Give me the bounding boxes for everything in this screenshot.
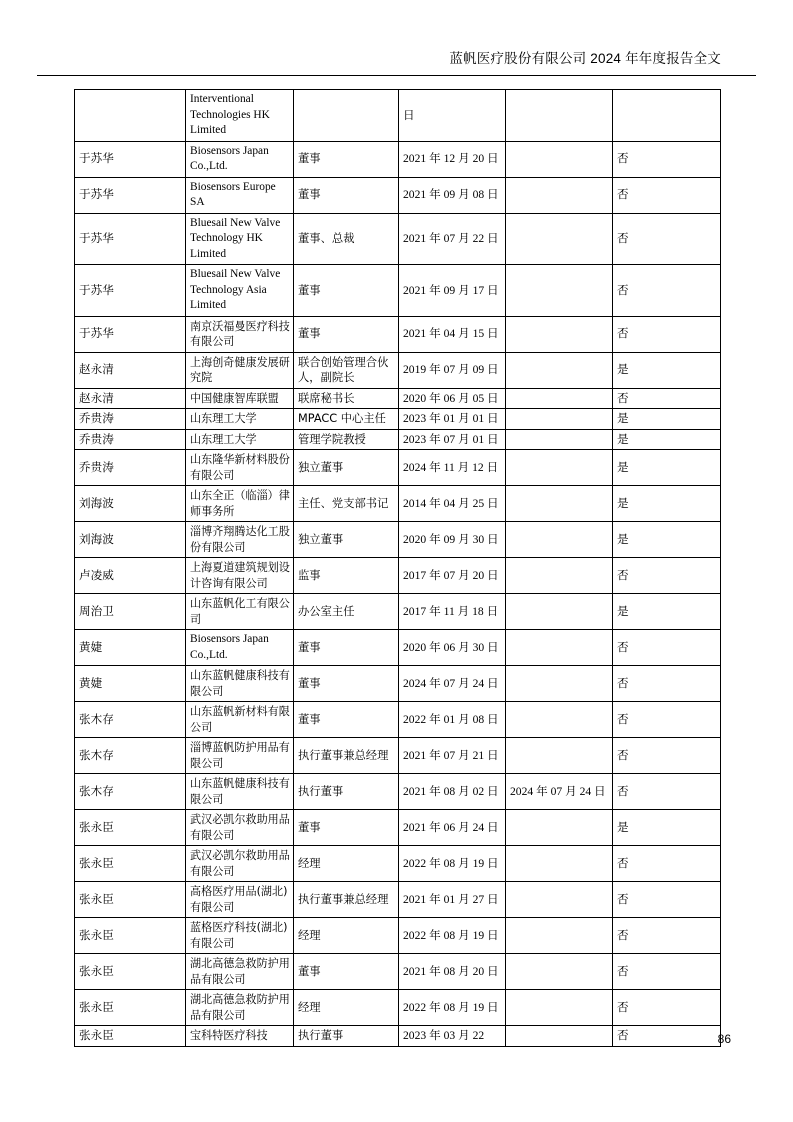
table-cell-compensated: 是 xyxy=(613,409,721,430)
table-cell-name: 于苏华 xyxy=(75,141,186,177)
table-cell-position: 董事 xyxy=(294,177,399,213)
table-cell-end-date xyxy=(506,846,613,882)
table-cell-compensated: 否 xyxy=(613,213,721,265)
table-cell-start-date: 2020 年 09 月 30 日 xyxy=(399,522,506,558)
table-row xyxy=(75,774,721,810)
table-row xyxy=(75,522,721,558)
table-cell-start-date: 2021 年 06 月 24 日 xyxy=(399,810,506,846)
table-cell-compensated xyxy=(613,90,721,142)
table-cell-company: 湖北高德急救防护用品有限公司 xyxy=(186,954,294,990)
table-row xyxy=(75,352,721,388)
table-cell-name: 黄婕 xyxy=(75,666,186,702)
table-cell-end-date xyxy=(506,429,613,450)
table-cell-company: Bluesail New Valve Technology Asia Limited xyxy=(186,265,294,317)
table-cell-name: 赵永清 xyxy=(75,388,186,409)
table-cell-end-date xyxy=(506,630,613,666)
table-cell-compensated: 否 xyxy=(613,990,721,1026)
table-cell-end-date xyxy=(506,918,613,954)
table-row xyxy=(75,388,721,409)
table-cell-name: 卢凌威 xyxy=(75,558,186,594)
table-cell-company: 南京沃福曼医疗科技有限公司 xyxy=(186,316,294,352)
table-row xyxy=(75,265,721,317)
table-cell-start-date: 2020 年 06 月 30 日 xyxy=(399,630,506,666)
table-cell-company: 淄博齐翔腾达化工股份有限公司 xyxy=(186,522,294,558)
table-row xyxy=(75,90,721,142)
table-cell-end-date xyxy=(506,316,613,352)
table-cell-name: 于苏华 xyxy=(75,213,186,265)
table-cell-company: Biosensors Europe SA xyxy=(186,177,294,213)
table-cell-compensated: 是 xyxy=(613,352,721,388)
table-cell-name: 刘海波 xyxy=(75,522,186,558)
table-cell-position: 董事 xyxy=(294,316,399,352)
table-cell-compensated: 否 xyxy=(613,630,721,666)
table-cell-name: 于苏华 xyxy=(75,316,186,352)
table-cell-start-date: 2021 年 07 月 21 日 xyxy=(399,738,506,774)
table-row xyxy=(75,846,721,882)
table-row xyxy=(75,1026,721,1047)
table-cell-company: Biosensors Japan Co.,Ltd. xyxy=(186,630,294,666)
table-cell-position: 经理 xyxy=(294,846,399,882)
table-cell-end-date xyxy=(506,1026,613,1047)
table-cell-name: 黄婕 xyxy=(75,630,186,666)
table-cell-name: 张永臣 xyxy=(75,810,186,846)
table-row xyxy=(75,738,721,774)
table-cell-end-date xyxy=(506,558,613,594)
table-cell-start-date: 2023 年 07 月 01 日 xyxy=(399,429,506,450)
table-cell-compensated: 是 xyxy=(613,810,721,846)
table-row xyxy=(75,990,721,1026)
table-cell-compensated: 否 xyxy=(613,177,721,213)
table-cell-end-date xyxy=(506,352,613,388)
table-row xyxy=(75,450,721,486)
table-cell-start-date: 2022 年 08 月 19 日 xyxy=(399,846,506,882)
table-cell-start-date: 2021 年 09 月 17 日 xyxy=(399,265,506,317)
table-cell-company: 山东蓝帆健康科技有限公司 xyxy=(186,666,294,702)
table-cell-name: 乔贵涛 xyxy=(75,409,186,430)
table-cell-compensated: 否 xyxy=(613,918,721,954)
table-cell-start-date: 2024 年 07 月 24 日 xyxy=(399,666,506,702)
table-cell-position: 董事、总裁 xyxy=(294,213,399,265)
table-cell-end-date: 2024 年 07 月 24 日 xyxy=(506,774,613,810)
table-cell-company: 湖北高德急救防护用品有限公司 xyxy=(186,990,294,1026)
table-cell-start-date: 2022 年 08 月 19 日 xyxy=(399,918,506,954)
table-cell-compensated: 否 xyxy=(613,774,721,810)
table-cell-compensated: 是 xyxy=(613,429,721,450)
running-header xyxy=(0,50,793,80)
table-cell-end-date xyxy=(506,141,613,177)
table-cell-name: 张永臣 xyxy=(75,1026,186,1047)
table-cell-name: 乔贵涛 xyxy=(75,429,186,450)
table-cell-end-date xyxy=(506,666,613,702)
table-cell-position: 经理 xyxy=(294,990,399,1026)
table-cell-company: 高格医疗用品(湖北)有限公司 xyxy=(186,882,294,918)
table-cell-start-date: 2021 年 07 月 22 日 xyxy=(399,213,506,265)
table-cell-position: 主任、党支部书记 xyxy=(294,486,399,522)
concurrent-positions-table xyxy=(74,89,721,1047)
table-row xyxy=(75,882,721,918)
table-cell-name: 张木存 xyxy=(75,702,186,738)
table-cell-end-date xyxy=(506,522,613,558)
table-cell-start-date: 日 xyxy=(399,90,506,142)
table-cell-end-date xyxy=(506,388,613,409)
table-cell-company: 中国健康智库联盟 xyxy=(186,388,294,409)
table-cell-end-date xyxy=(506,702,613,738)
table-cell-company: 山东理工大学 xyxy=(186,429,294,450)
table-row xyxy=(75,558,721,594)
table-cell-name: 赵永清 xyxy=(75,352,186,388)
table-cell-end-date xyxy=(506,265,613,317)
table-cell-company: 山东蓝帆新材料有限公司 xyxy=(186,702,294,738)
table-cell-start-date: 2022 年 08 月 19 日 xyxy=(399,990,506,1026)
table-cell-start-date: 2020 年 06 月 05 日 xyxy=(399,388,506,409)
table-cell-company: 宝科特医疗科技 xyxy=(186,1026,294,1047)
table-cell-name: 张永臣 xyxy=(75,954,186,990)
table-cell-compensated: 否 xyxy=(613,954,721,990)
table-cell-start-date: 2017 年 11 月 18 日 xyxy=(399,594,506,630)
table-cell-company: Biosensors Japan Co.,Ltd. xyxy=(186,141,294,177)
table-cell-company: 山东理工大学 xyxy=(186,409,294,430)
table-cell-end-date xyxy=(506,594,613,630)
table-row xyxy=(75,594,721,630)
table-cell-position: 执行董事兼总经理 xyxy=(294,882,399,918)
page-number: 86 xyxy=(717,1032,731,1046)
table-cell-end-date xyxy=(506,810,613,846)
table-cell-position: 董事 xyxy=(294,141,399,177)
table-row xyxy=(75,630,721,666)
table-cell-end-date xyxy=(506,409,613,430)
table-cell-name: 于苏华 xyxy=(75,265,186,317)
table-cell-compensated: 否 xyxy=(613,882,721,918)
table-cell-end-date xyxy=(506,882,613,918)
table-cell-company: Bluesail New Valve Technology HK Limited xyxy=(186,213,294,265)
table-cell-position: 独立董事 xyxy=(294,522,399,558)
table-cell-compensated: 否 xyxy=(613,388,721,409)
table-cell-position: 董事 xyxy=(294,702,399,738)
table-row xyxy=(75,429,721,450)
table-cell-company: Interventional Technologies HK Limited xyxy=(186,90,294,142)
table-row xyxy=(75,213,721,265)
table-cell-position: 执行董事 xyxy=(294,774,399,810)
table-cell-position: 董事 xyxy=(294,810,399,846)
table-cell-end-date xyxy=(506,177,613,213)
table-cell-start-date: 2021 年 08 月 02 日 xyxy=(399,774,506,810)
table-cell-start-date: 2023 年 01 月 01 日 xyxy=(399,409,506,430)
concurrent-positions-table-wrapper xyxy=(74,89,720,1047)
table-cell-compensated: 否 xyxy=(613,558,721,594)
table-cell-end-date xyxy=(506,450,613,486)
table-cell-name: 张永臣 xyxy=(75,846,186,882)
table-cell-position: 董事 xyxy=(294,954,399,990)
table-cell-start-date: 2024 年 11 月 12 日 xyxy=(399,450,506,486)
table-cell-company: 上海夏道建筑规划设计咨询有限公司 xyxy=(186,558,294,594)
table-cell-company: 山东隆华新材料股份有限公司 xyxy=(186,450,294,486)
table-cell-start-date: 2017 年 07 月 20 日 xyxy=(399,558,506,594)
table-cell-compensated: 否 xyxy=(613,666,721,702)
table-cell-position: 执行董事 xyxy=(294,1026,399,1047)
table-cell-start-date: 2021 年 01 月 27 日 xyxy=(399,882,506,918)
table-cell-position: 董事 xyxy=(294,630,399,666)
table-row xyxy=(75,409,721,430)
table-cell-position: 经理 xyxy=(294,918,399,954)
table-cell-name: 于苏华 xyxy=(75,177,186,213)
table-cell-company: 蓝格医疗科技(湖北)有限公司 xyxy=(186,918,294,954)
table-row xyxy=(75,486,721,522)
table-cell-company: 上海创奇健康发展研究院 xyxy=(186,352,294,388)
table-row xyxy=(75,141,721,177)
table-cell-position: 联合创始管理合伙人，副院长 xyxy=(294,352,399,388)
table-cell-position: 独立董事 xyxy=(294,450,399,486)
table-cell-compensated: 否 xyxy=(613,738,721,774)
table-row xyxy=(75,702,721,738)
table-cell-position: 监事 xyxy=(294,558,399,594)
table-cell-position: 管理学院教授 xyxy=(294,429,399,450)
table-cell-end-date xyxy=(506,954,613,990)
table-cell-start-date: 2023 年 03 月 22 xyxy=(399,1026,506,1047)
table-cell-compensated: 否 xyxy=(613,316,721,352)
table-cell-start-date: 2019 年 07 月 09 日 xyxy=(399,352,506,388)
table-cell-position xyxy=(294,90,399,142)
table-cell-name xyxy=(75,90,186,142)
header-title: 蓝帆医疗股份有限公司 2024 年年度报告全文 xyxy=(449,51,721,66)
table-cell-compensated: 是 xyxy=(613,486,721,522)
table-cell-position: 办公室主任 xyxy=(294,594,399,630)
table-cell-position: 执行董事兼总经理 xyxy=(294,738,399,774)
header-divider-rule xyxy=(37,75,756,76)
table-row xyxy=(75,666,721,702)
table-cell-name: 张木存 xyxy=(75,774,186,810)
table-row xyxy=(75,316,721,352)
table-cell-start-date: 2021 年 12 月 20 日 xyxy=(399,141,506,177)
table-cell-start-date: 2014 年 04 月 25 日 xyxy=(399,486,506,522)
table-cell-compensated: 是 xyxy=(613,522,721,558)
table-row xyxy=(75,918,721,954)
table-cell-company: 山东蓝帆化工有限公司 xyxy=(186,594,294,630)
table-cell-compensated: 否 xyxy=(613,265,721,317)
table-cell-start-date: 2022 年 01 月 08 日 xyxy=(399,702,506,738)
table-row xyxy=(75,177,721,213)
table-cell-name: 张永臣 xyxy=(75,918,186,954)
table-cell-end-date xyxy=(506,990,613,1026)
table-cell-position: 联席秘书长 xyxy=(294,388,399,409)
table-cell-end-date xyxy=(506,486,613,522)
table-cell-name: 周治卫 xyxy=(75,594,186,630)
table-cell-name: 张木存 xyxy=(75,738,186,774)
table-cell-end-date xyxy=(506,213,613,265)
table-cell-name: 张永臣 xyxy=(75,990,186,1026)
table-cell-compensated: 是 xyxy=(613,594,721,630)
table-body xyxy=(75,90,721,1047)
table-cell-name: 刘海波 xyxy=(75,486,186,522)
table-cell-name: 乔贵涛 xyxy=(75,450,186,486)
table-row xyxy=(75,954,721,990)
table-cell-company: 山东全正（临淄）律师事务所 xyxy=(186,486,294,522)
table-cell-compensated: 否 xyxy=(613,1026,721,1047)
table-cell-start-date: 2021 年 08 月 20 日 xyxy=(399,954,506,990)
table-cell-position: 董事 xyxy=(294,666,399,702)
table-cell-company: 武汉必凯尔救助用品有限公司 xyxy=(186,846,294,882)
table-cell-company: 山东蓝帆健康科技有限公司 xyxy=(186,774,294,810)
table-cell-name: 张永臣 xyxy=(75,882,186,918)
table-cell-compensated: 是 xyxy=(613,450,721,486)
table-cell-company: 武汉必凯尔救助用品有限公司 xyxy=(186,810,294,846)
table-cell-position: MPACC 中心主任 xyxy=(294,409,399,430)
table-cell-end-date xyxy=(506,90,613,142)
table-cell-compensated: 否 xyxy=(613,846,721,882)
table-cell-compensated: 否 xyxy=(613,702,721,738)
table-cell-end-date xyxy=(506,738,613,774)
table-cell-start-date: 2021 年 04 月 15 日 xyxy=(399,316,506,352)
table-row xyxy=(75,810,721,846)
table-cell-position: 董事 xyxy=(294,265,399,317)
table-cell-company: 淄博蓝帆防护用品有限公司 xyxy=(186,738,294,774)
table-cell-compensated: 否 xyxy=(613,141,721,177)
table-cell-start-date: 2021 年 09 月 08 日 xyxy=(399,177,506,213)
